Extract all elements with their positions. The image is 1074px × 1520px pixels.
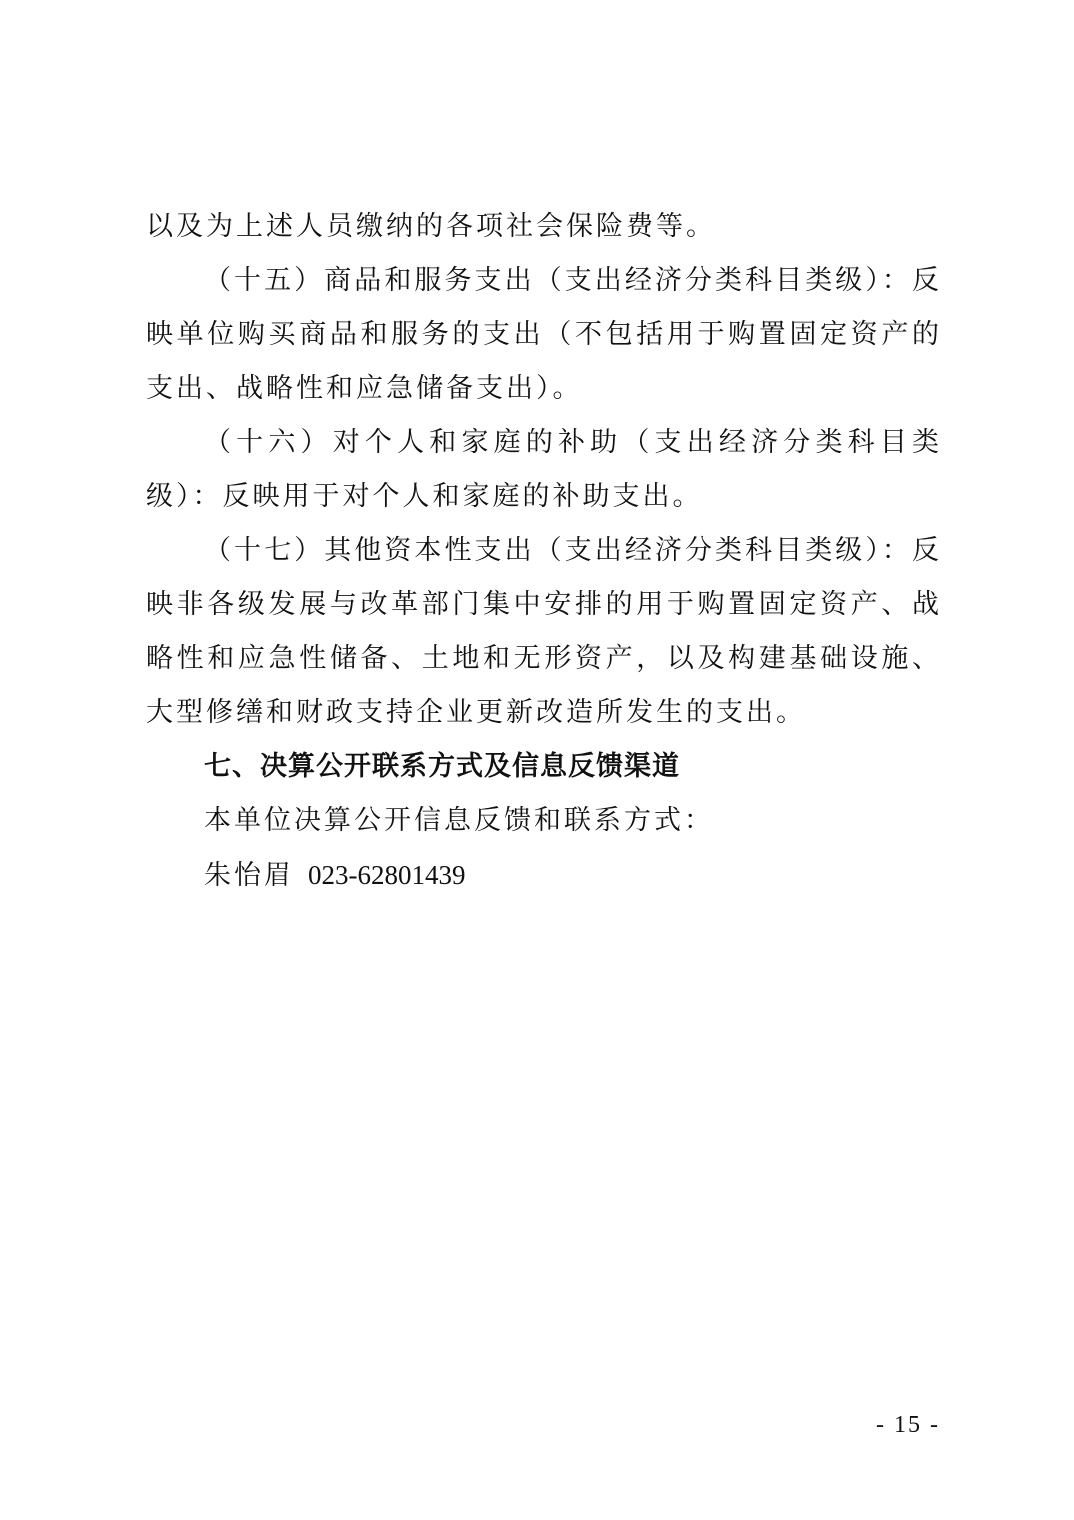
contact-phone: 023-62801439	[308, 860, 466, 890]
page-number: - 15 -	[876, 1412, 940, 1438]
contact-name: 朱怡眉	[204, 860, 294, 891]
contact-line	[146, 848, 942, 903]
paragraph-continuation: 以及为上述人员缴纳的各项社会保险费等。	[146, 211, 716, 242]
contact-intro: 本单位决算公开信息反馈和联系方式：	[204, 805, 714, 836]
paragraph-item-15: （十五）商品和服务支出（支出经济分类科目类级）：反映单位购买商品和服务的支出（不包括用于购置固定资产的支出、战略性和应急储备支出）。	[146, 265, 942, 404]
paragraph-item-17: （十七）其他资本性支出（支出经济分类科目类级）：反映非各级发展与改革部门集中安排的用于购置固定资产、战略性和应急性储备、土地和无形资产，以及构建基础设施、大型修缮和财政支持企业更新改造所发生的支出。	[146, 535, 942, 728]
paragraph-item-16: （十六）对个人和家庭的补助（支出经济分类科目类级）：反映用于对个人和家庭的补助支出。	[146, 427, 942, 512]
section-heading: 七、决算公开联系方式及信息反馈渠道	[204, 751, 680, 782]
document-body	[146, 200, 942, 903]
